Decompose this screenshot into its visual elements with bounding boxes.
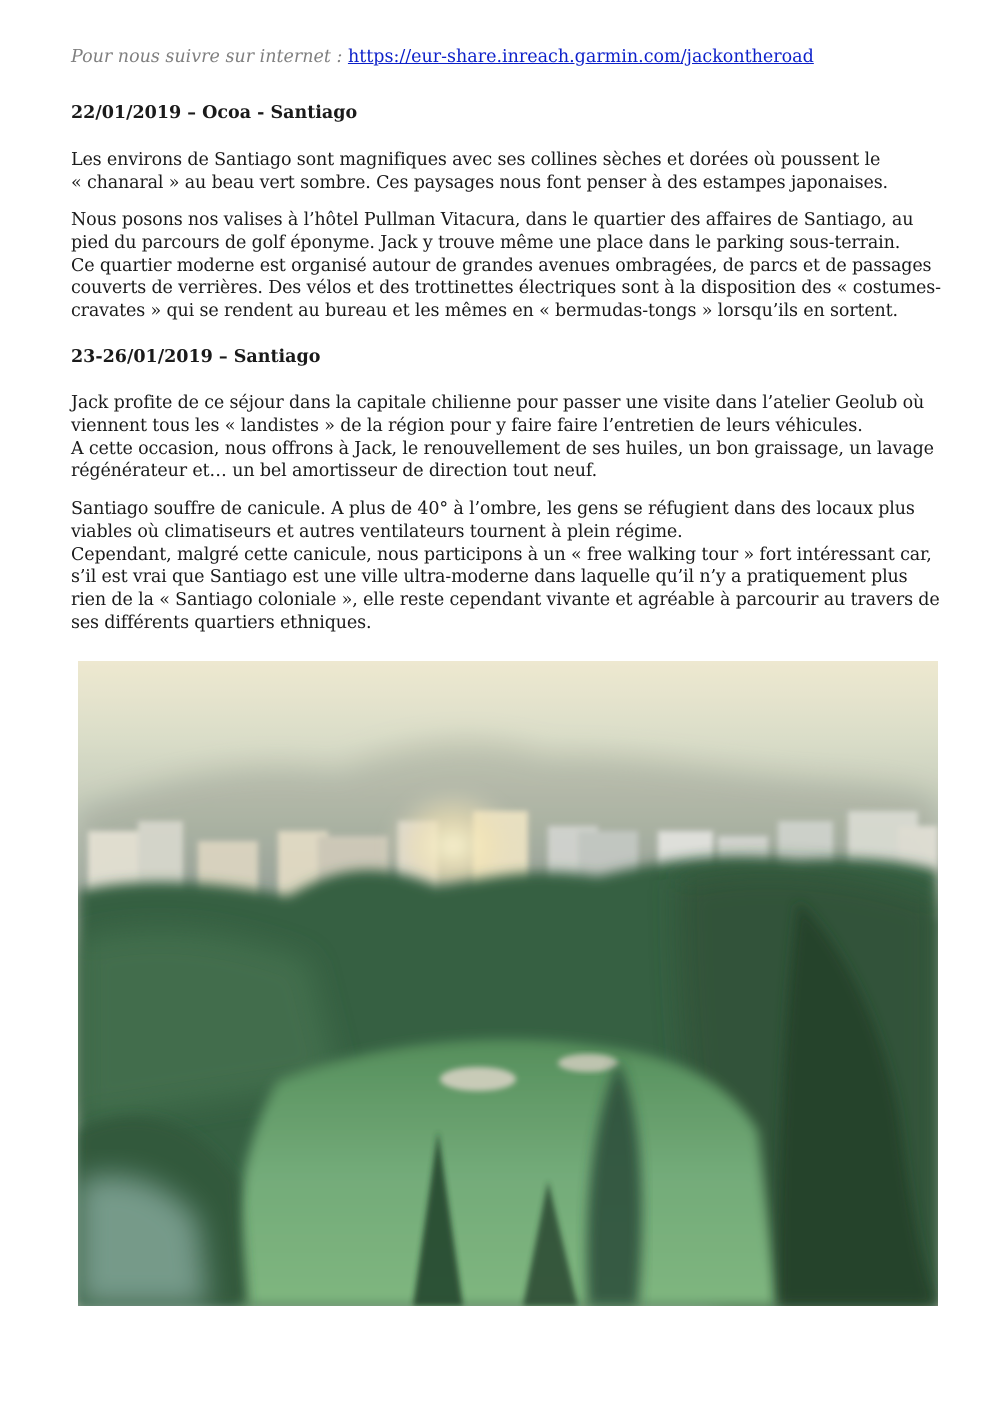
paragraph-line: viables où climatiseurs et autres ventilateurs tournent à plein régime. <box>71 521 683 542</box>
paragraph-line: Jack profite de ce séjour dans la capitale chilienne pour passer une visite dans l’atelier Geolub où <box>71 393 925 413</box>
paragraph-hotel <box>71 209 941 323</box>
paragraph-line: Santiago souffre de canicule. A plus de 40° à l’ombre, les gens se réfugient dans des locaux plus <box>71 499 915 519</box>
paragraph-canicule <box>71 498 941 635</box>
tracking-link[interactable]: https://eur-share.inreach.garmin.com/jackontheroad <box>347 47 814 67</box>
paragraph-line: Les environs de Santiago sont magnifiques avec ses collines sèches et dorées où poussent le <box>71 150 881 170</box>
paragraph-line: Ce quartier moderne est organisé autour de grandes avenues ombragées, de parcs et de passages <box>71 255 932 276</box>
paragraph-line: couverts de verrières. Des vélos et des trottinettes électriques sont à la disposition des « costumes- <box>71 278 941 299</box>
paragraph-line: « chanaral » au beau vert sombre. Ces paysages nous font penser à des estampes japonaises. <box>71 172 888 193</box>
paragraph-line: rien de la « Santiago coloniale », elle reste cependant vivante et agréable à parcourir au travers de <box>71 590 940 611</box>
paragraph-line: viennent tous les « landistes » de la région pour y faire faire l’entretien de leurs véhicules. <box>71 415 863 436</box>
section-heading-santiago: 23-26/01/2019 – Santiago <box>71 347 321 367</box>
paragraph-line: ses différents quartiers ethniques. <box>71 612 372 633</box>
paragraph-line: A cette occasion, nous offrons à Jack, le renouvellement de ses huiles, un bon graissage, un lavage <box>71 438 934 459</box>
paragraph-line: pied du parcours de golf éponyme. Jack y trouve même une place dans le parking sous-terrain. <box>71 232 901 253</box>
section-heading-ocoa-santiago: 22/01/2019 – Ocoa - Santiago <box>71 103 358 123</box>
paragraph-line: régénérateur et… un bel amortisseur de direction tout neuf. <box>71 461 597 482</box>
paragraph-line: cravates » qui se rendent au bureau et les mêmes en « bermudas-tongs » lorsqu’ils en sortent. <box>71 301 898 322</box>
follow-lead-text: Pour nous suivre sur internet : <box>71 47 348 67</box>
paragraph-geolub <box>71 392 941 483</box>
santiago-skyline-photo <box>78 661 938 1306</box>
follow-line <box>71 47 814 67</box>
paragraph-landscape <box>71 149 941 195</box>
paragraph-line: Cependant, malgré cette canicule, nous participons à un « free walking tour » fort intéressant car, <box>71 544 932 565</box>
paragraph-line: Nous posons nos valises à l’hôtel Pullman Vitacura, dans le quartier des affaires de Santiago, au <box>71 210 914 230</box>
paragraph-line: s’il est vrai que Santiago est une ville ultra-moderne dans laquelle qu’il n’y a pratiquement plus <box>71 567 908 588</box>
